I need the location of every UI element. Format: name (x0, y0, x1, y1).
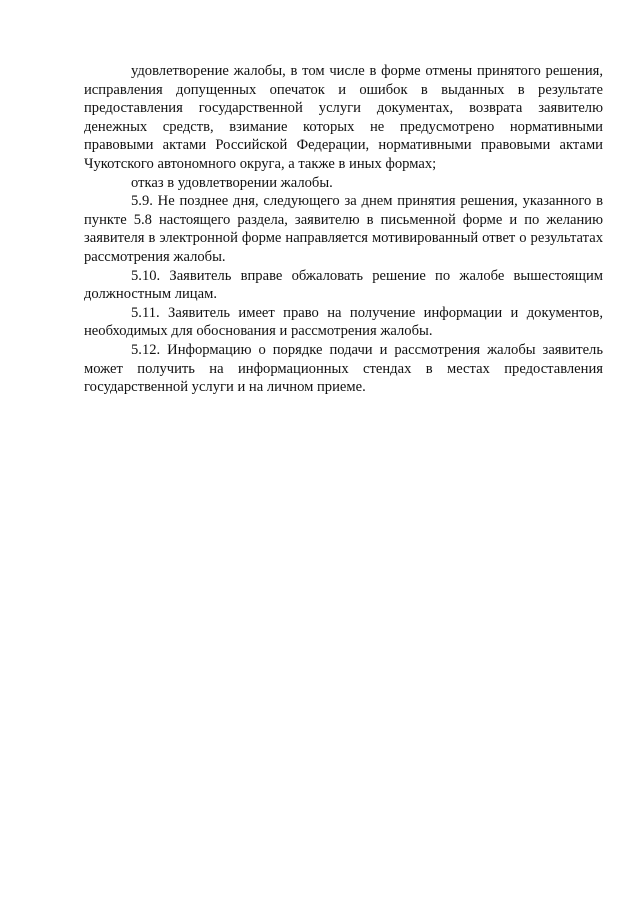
paragraph-satisfaction-forms: удовлетворение жалобы, в том числе в форме отмены принятого решения, исправления допущенных опечаток и ошибок в выданных в результате предоставления государственной услуги документах, возврата заявителю денежных средств, взимание которых не предусмотрено нормативными правовыми актами Российской Федерации, нормативными правовыми актами Чукотского автономного округа, а также в иных формах; (84, 63, 603, 172)
document-body (84, 62, 603, 397)
paragraph-refusal: отказ в удовлетворении жалобы. (131, 174, 333, 191)
paragraph-5-11: 5.11. Заявитель имеет право на получение информации и документов, необходимых для обоснования и рассмотрения жалобы. (84, 304, 603, 340)
paragraph-5-12: 5.12. Информацию о порядке подачи и рассмотрения жалобы заявитель может получить на информационных стендах в местах предоставления государственной услуги и на личном приеме. (84, 341, 603, 396)
paragraph-5-9: 5.9. Не позднее дня, следующего за днем принятия решения, указанного в пункте 5.8 настоящего раздела, заявителю в письменной форме и по желанию заявителя в электронной форме направляется мотивированный ответ о результатах рассмотрения жалобы. (84, 193, 603, 265)
paragraph-5-10: 5.10. Заявитель вправе обжаловать решение по жалобе вышестоящим должностным лицам. (84, 267, 603, 303)
